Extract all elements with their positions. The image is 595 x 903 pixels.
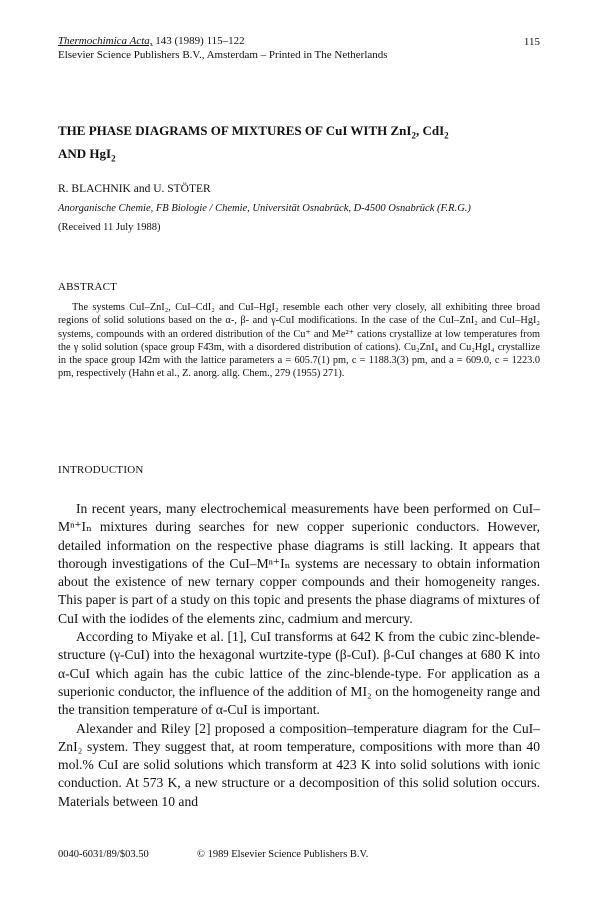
abstract-text: The systems CuI–ZnI₂, CuI–CdI₂ and CuI–HgI₂ resemble each other very closely, all exhibiting three broad regions of solid solutions based on the α-, β- and γ-CuI modifications. In the case of the CuI–ZnI₂ and CuI–HgI₂ systems, compounds with an ordered distribution of the Cu⁺ and Me²⁺ cations crystallize at low temperatures from the γ solid solution (space group F4̄3m, with a disordered distribution of cations). Cu₂ZnI₄ and Cu₂HgI₄ crystallize in the space group I4̄2m with the lattice parameters a = 605.7(1) pm, c = 1188.3(3) pm, and a = 609.0, c = 1223.0 pm, respectively (Hahn et al., Z. anorg. allg. Chem., 279 (1955) 271).	[58, 302, 540, 380]
title-subscript-3: 2	[111, 153, 116, 164]
paper-title	[58, 122, 540, 167]
publisher-line: Elsevier Science Publishers B.V., Amsterdam – Printed in The Netherlands	[58, 49, 388, 61]
journal-header	[58, 34, 388, 62]
copyright-notice: © 1989 Elsevier Science Publishers B.V.	[197, 849, 369, 860]
authors: R. BLACHNIK and U. STÖTER	[58, 183, 211, 195]
paragraph: Alexander and Riley [2] proposed a composition–temperature diagram for the CuI–ZnI₂ system. They suggest that, at room temperature, compositions with more than 40 mol.% CuI are solid solutions which transform at 423 K into solid solutions with ionic conduction. At 573 K, a new structure or a decomposition of this solid solution occurs. Materials between 10 and	[58, 720, 540, 809]
title-text-1: THE PHASE DIAGRAMS OF MIXTURES OF CuI WITH ZnI	[58, 123, 412, 138]
title-subscript-1: 2	[411, 130, 416, 141]
abstract-body	[58, 301, 540, 381]
journal-citation	[58, 34, 388, 48]
paragraph: According to Miyake et al. [1], CuI transforms at 642 K from the cubic zinc-blende-structure (γ-CuI) into the hexagonal wurtzite-type (β-CuI). β-CuI changes at 680 K into α-CuI which again has the cubic lattice of the zinc-blende-type. For application as a superionic conductor, the influence of the addition of MI₂ on the homogeneity range and the transition temperature of α-CuI is important.	[58, 629, 540, 718]
title-text-2: , CdI	[415, 123, 445, 138]
issn-price-code: 0040-6031/89/$03.50	[58, 849, 149, 860]
introduction-heading: INTRODUCTION	[58, 464, 144, 476]
affiliation: Anorganische Chemie, FB Biologie / Chemie, Universität Osnabrück, D-4500 Osnabrück (F.R.G.)	[58, 203, 471, 214]
page-number: 115	[523, 36, 540, 48]
introduction-body	[58, 500, 540, 811]
title-text-3: AND HgI	[58, 145, 112, 161]
paragraph: In recent years, many electrochemical measurements have been performed on CuI–Mⁿ⁺Iₙ mixtures during searches for new copper superionic conductors. However, detailed information on the respective phase diagrams is still lacking. It appears that thorough investigations of the CuI–Mⁿ⁺Iₙ systems are necessary to obtain information about the existence of new ternary copper compounds and their homogeneity ranges. This paper is part of a study on this topic and presents the phase diagrams of mixtures of CuI with the iodides of the elements zinc, cadmium and mercury.	[58, 501, 540, 626]
received-date: (Received 11 July 1988)	[58, 222, 161, 233]
journal-name[interactable]: Thermochimica Acta,	[58, 35, 153, 47]
abstract-heading: ABSTRACT	[58, 281, 118, 293]
journal-reference: 143 (1989) 115–122	[152, 35, 245, 47]
title-subscript-2: 2	[444, 130, 449, 141]
page-footer	[58, 849, 369, 860]
